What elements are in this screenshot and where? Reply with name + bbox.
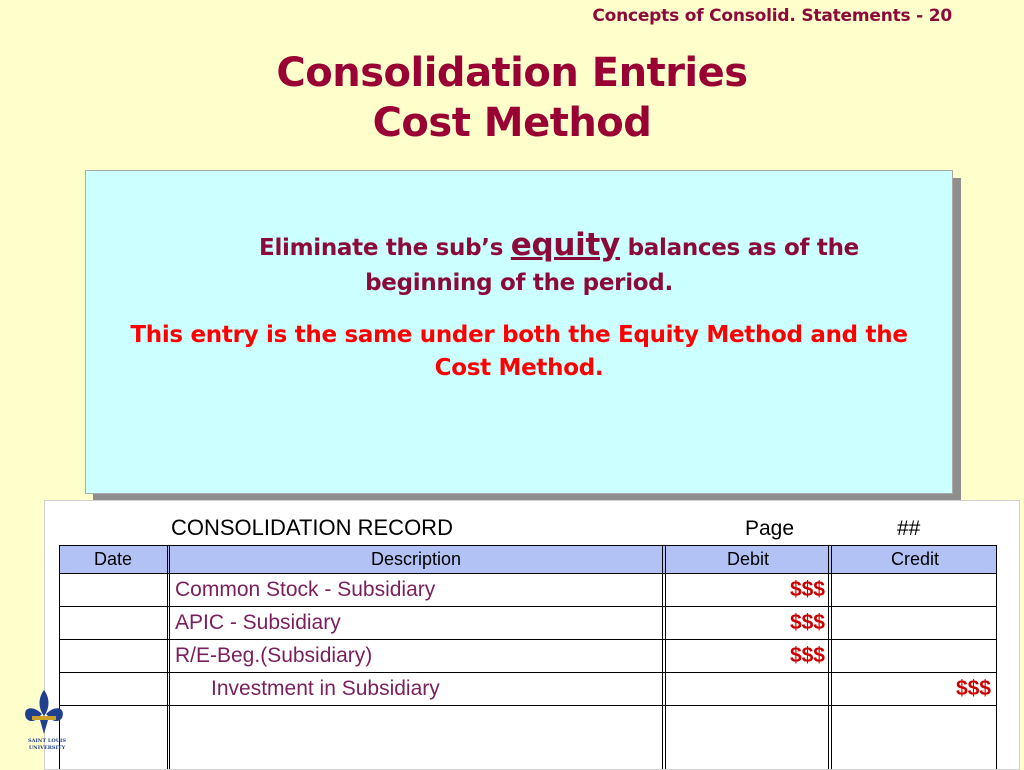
col-header-date: Date — [93, 549, 133, 569]
logo-text-line-1: SAINT LOUIS — [27, 738, 67, 744]
table-row-debit: $$$ — [789, 644, 825, 667]
col-header-debit: Debit — [726, 549, 770, 569]
table-row-description: Investment in Subsidiary — [211, 677, 440, 700]
university-logo-text — [20, 738, 74, 752]
grid-line — [59, 705, 997, 706]
grid-line — [169, 545, 170, 769]
record-title: CONSOLIDATION RECORD — [171, 515, 453, 540]
table-row-debit: $$$ — [789, 611, 825, 634]
equity-emphasis: equity — [510, 227, 620, 263]
grid-line — [59, 545, 997, 546]
col-header-description: Description — [370, 549, 462, 569]
grid-line — [828, 545, 829, 769]
panel-line-1 — [86, 227, 952, 266]
explanation-panel — [85, 170, 953, 494]
grid-line — [662, 545, 663, 769]
running-header: Concepts of Consolid. Statements - 20 — [592, 6, 952, 26]
page-number: ## — [897, 517, 921, 540]
table-row-description: APIC - Subsidiary — [175, 611, 341, 634]
grid-line — [996, 545, 997, 769]
line1-suffix: balances as of the — [619, 235, 859, 261]
table-row-description: Common Stock - Subsidiary — [175, 578, 436, 601]
consolidation-record — [44, 500, 1020, 770]
line1-prefix: Eliminate the sub’s — [259, 235, 511, 261]
table-row-description: R/E-Beg.(Subsidiary) — [175, 644, 373, 667]
grid-line — [665, 545, 666, 769]
fleur-de-lis-icon — [18, 686, 70, 738]
logo-text-line-2: UNIVERSITY — [28, 745, 66, 751]
col-header-credit: Credit — [890, 549, 939, 569]
grid-line — [831, 545, 832, 769]
panel-line-1b: beginning of the period. — [365, 270, 673, 296]
title-line-2: Cost Method — [372, 100, 652, 146]
page-label: Page — [745, 517, 795, 540]
slide-title — [0, 48, 1024, 148]
panel-line-2: This entry is the same under both the Equity Method and the Cost Method. — [130, 322, 908, 381]
title-line-1: Consolidation Entries — [276, 50, 748, 96]
grid-line — [167, 545, 168, 769]
table-row-credit: $$$ — [955, 677, 991, 700]
table-row-debit: $$$ — [789, 578, 825, 601]
